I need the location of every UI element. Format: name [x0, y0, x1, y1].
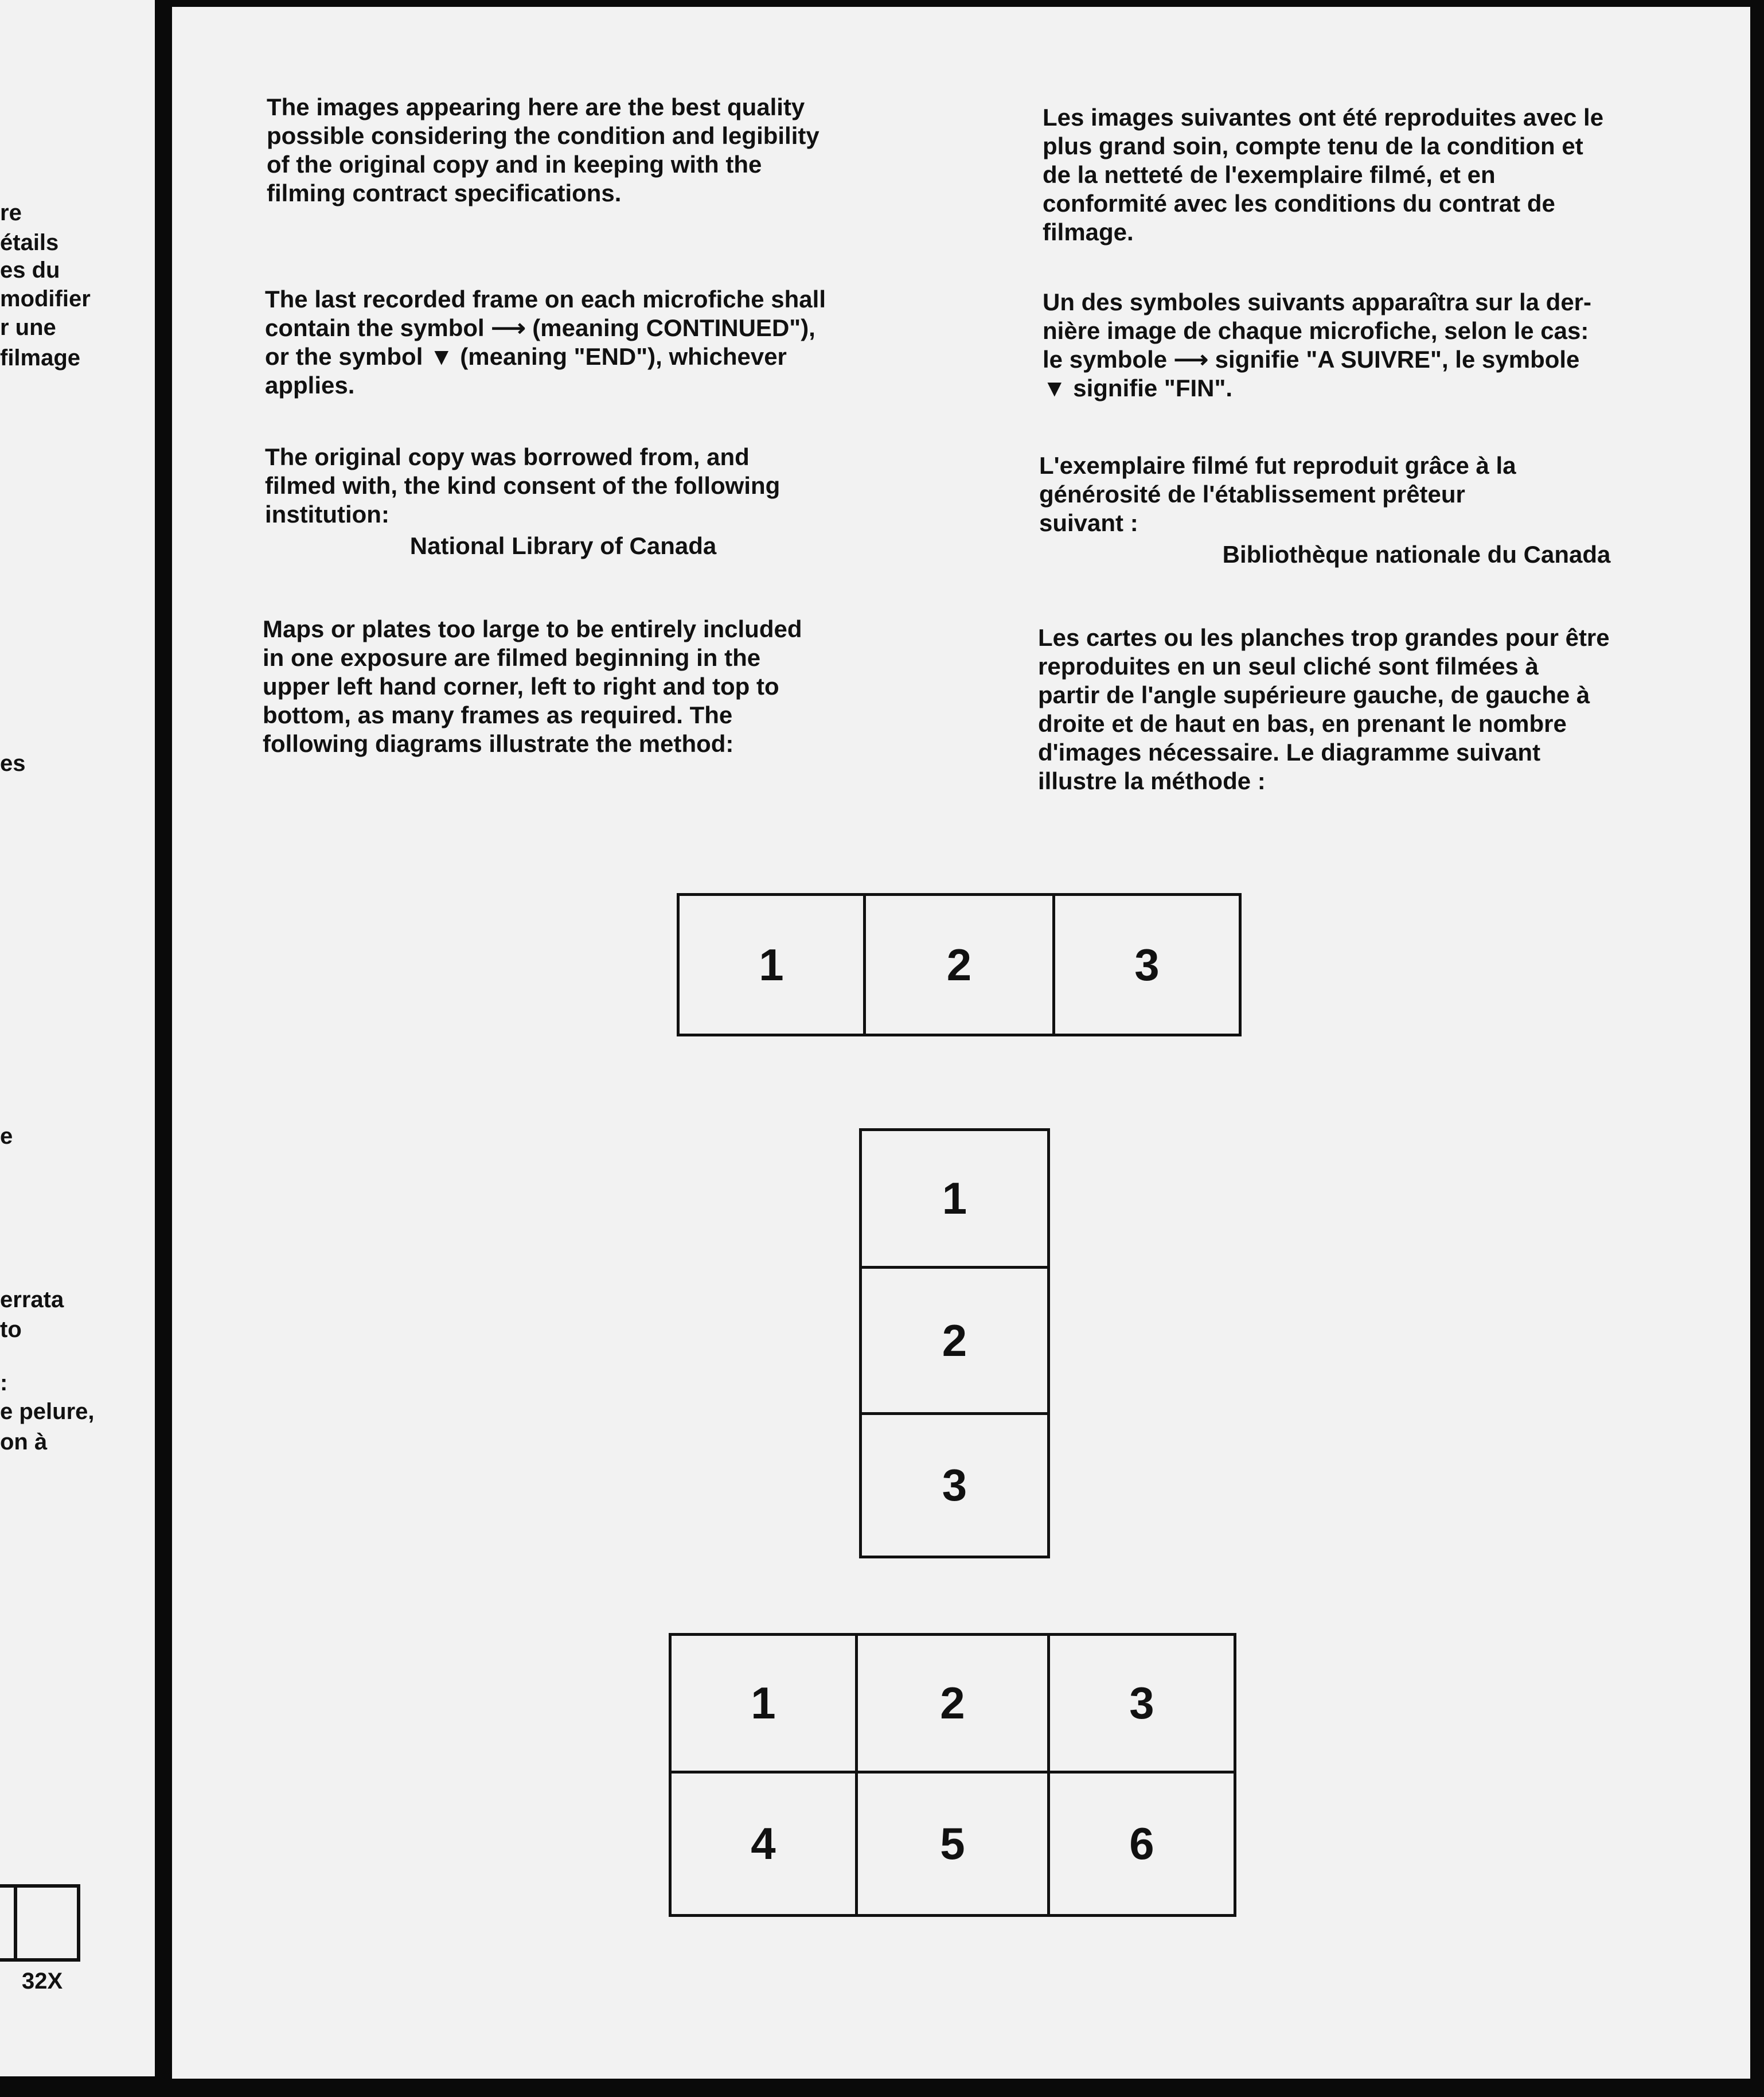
reduction-label: 32X [22, 1969, 63, 1994]
text-line: droite et de haut en bas, en prenant le nombre [1038, 710, 1567, 737]
text-line: possible considering the condition and legibility [267, 122, 819, 149]
text-line: Un des symboles suivants apparaîtra sur la der- [1043, 289, 1592, 315]
text-fragment: r une [0, 315, 56, 340]
text-line: filmed with, the kind consent of the following [265, 472, 780, 499]
text-fragment: filmage [0, 345, 81, 371]
text-line: illustre la méthode : [1038, 767, 1266, 794]
text-line: following diagrams illustrate the method: [263, 730, 734, 757]
text-line: applies. [265, 372, 355, 399]
diagram-frame: 2 [855, 1633, 1050, 1774]
text-fragment: re [0, 200, 22, 225]
text-line: partir de l'angle supérieure gauche, de gauche à [1038, 681, 1590, 708]
text-fragment: es [0, 751, 26, 776]
french-maps [1038, 623, 1726, 796]
scale-box [0, 1884, 80, 1962]
text-line: d'images nécessaire. Le diagramme suivant [1038, 739, 1541, 766]
text-line: générosité de l'établissement prêteur [1039, 481, 1465, 508]
text-line: in one exposure are filmed beginning in the [263, 644, 761, 671]
french-loan [1039, 451, 1699, 537]
diagram-frame: 6 [1047, 1771, 1236, 1917]
text-line: le symbole ⟶ signifie "A SUIVRE", le symbole [1043, 346, 1580, 373]
text-line: filming contract specifications. [267, 180, 622, 206]
text-line: institution: [265, 501, 389, 528]
text-line: conformité avec les conditions du contrat de [1043, 190, 1555, 217]
diagram-frame: 3 [859, 1412, 1050, 1558]
text-line: The last recorded frame on each microfiche shall [265, 286, 826, 313]
text-line: suivant : [1039, 509, 1138, 536]
adjacent-page [0, 0, 155, 2076]
text-line: The images appearing here are the best quality [267, 93, 805, 120]
english-intro [267, 93, 897, 208]
text-fragment: modifier [0, 286, 91, 311]
text-line: or the symbol ▼ (meaning "END"), whichever [265, 343, 787, 370]
text-line: L'exemplaire filmé fut reproduit grâce à la [1039, 452, 1516, 479]
text-fragment: to [0, 1317, 22, 1342]
english-loan [265, 443, 896, 529]
diagram-frame: 5 [855, 1771, 1050, 1917]
text-fragment: on à [0, 1429, 48, 1455]
text-line: upper left hand corner, left to right and top to [263, 673, 779, 700]
diagram-frame: 1 [677, 893, 866, 1036]
diagram-frame: 1 [669, 1633, 858, 1774]
text-line: ▼ signifie "FIN". [1043, 375, 1233, 402]
french-symbols [1043, 288, 1702, 403]
diagram-frame: 2 [859, 1266, 1050, 1415]
english-symbols [265, 285, 907, 400]
text-line: plus grand soin, compte tenu de la condition et [1043, 132, 1583, 159]
diagram-frame: 4 [669, 1771, 858, 1917]
text-line: reproduites en un seul cliché sont filmées à [1038, 653, 1539, 680]
english-maps [263, 615, 905, 758]
text-fragment: e [0, 1124, 13, 1149]
french-institution: Bibliothèque nationale du Canada [1222, 541, 1611, 568]
text-line: bottom, as many frames as required. The [263, 701, 733, 728]
text-fragment: : [0, 1370, 8, 1396]
text-fragment: es du [0, 258, 60, 283]
text-line: contain the symbol ⟶ (meaning CONTINUED"), [265, 314, 815, 341]
text-line: filmage. [1043, 219, 1134, 245]
scale-divider [14, 1884, 17, 1962]
english-institution: National Library of Canada [409, 532, 717, 559]
text-fragment: e pelure, [0, 1399, 95, 1424]
text-line: Les cartes ou les planches trop grandes pour être [1038, 624, 1610, 651]
text-line: de la netteté de l'exemplaire filmé, et en [1043, 161, 1496, 188]
text-line: Les images suivantes ont été reproduites avec le [1043, 104, 1604, 131]
diagram-frame: 2 [863, 893, 1055, 1036]
text-fragment: étails [0, 230, 59, 255]
text-line: nière image de chaque microfiche, selon le cas: [1043, 317, 1589, 344]
diagram-frame: 1 [859, 1128, 1050, 1269]
text-line: The original copy was borrowed from, and [265, 443, 750, 470]
diagram-frame: 3 [1052, 893, 1242, 1036]
text-line: Maps or plates too large to be entirely included [263, 615, 802, 642]
french-intro [1043, 103, 1702, 247]
diagram-frame: 3 [1047, 1633, 1236, 1774]
text-line: of the original copy and in keeping with the [267, 151, 762, 178]
microfiche-target-page [172, 7, 1750, 2079]
text-fragment: errata [0, 1287, 64, 1312]
